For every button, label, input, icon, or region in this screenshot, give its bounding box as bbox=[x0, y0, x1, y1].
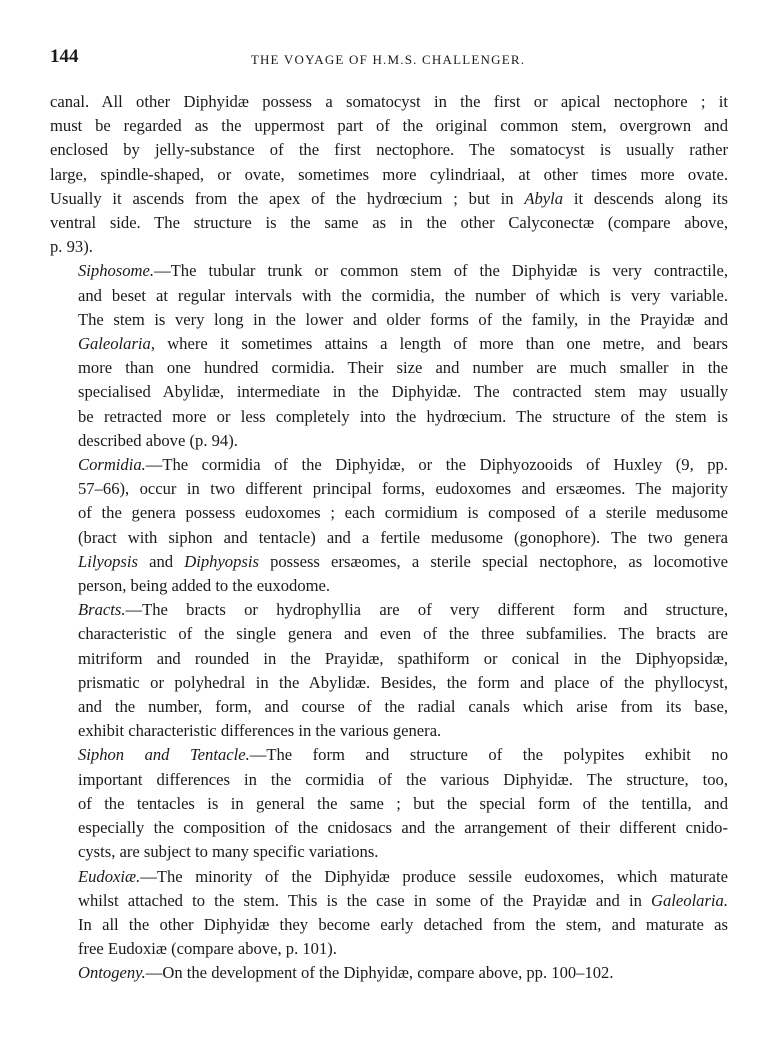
text-line: Eudoxiæ.—The minority of the Diphyidæ produce sessile eudoxomes, which maturate bbox=[78, 866, 728, 886]
text-line: Siphosome.—The tubular trunk or common stem of the Diphyidæ is very contractile, bbox=[78, 261, 728, 281]
page-number: 144 bbox=[50, 46, 79, 67]
paragraph-siphosome bbox=[50, 259, 728, 453]
text-line: Ontogeny.—On the development of the Diphyidæ, compare above, pp. 100–102. bbox=[78, 963, 614, 983]
text-line: The stem is very long in the lower and older forms of the family, in the Prayidæ and bbox=[78, 309, 728, 329]
text-line: and the number, form, and course of the radial canals which arise from its base, bbox=[78, 697, 728, 717]
paragraph-cormidia bbox=[50, 453, 728, 598]
text-line: In all the other Diphyidæ they become early detached from the stem, and maturate as bbox=[78, 914, 728, 934]
text-line: of the genera possess eudoxomes ; each cormidium is composed of a sterile medusome bbox=[78, 503, 728, 523]
text-line: Galeolaria, where it sometimes attains a length of more than one metre, and bears bbox=[78, 334, 728, 354]
paragraph-siphon-and-tentacle bbox=[50, 743, 728, 864]
text-line: cysts, are subject to many specific variations. bbox=[78, 842, 379, 862]
text-line: Lilyopsis and Diphyopsis possess ersæomes, a sterile special nectophore, as locomotive bbox=[78, 551, 728, 571]
text-line: and beset at regular intervals with the cormidia, the number of which is very variable. bbox=[78, 285, 728, 305]
text-line: (bract with siphon and tentacle) and a fertile medusome (gonophore). The two genera bbox=[78, 527, 728, 547]
text-line: Cormidia.—The cormidia of the Diphyidæ, or the Diphyozooids of Huxley (9, pp. bbox=[78, 455, 728, 475]
text-line: of the tentacles is in general the same ; but the special form of the tentilla, and bbox=[78, 793, 728, 813]
text-line: whilst attached to the stem. This is the case in some of the Prayidæ and in Galeolaria. bbox=[78, 890, 728, 910]
paragraph-bracts bbox=[50, 598, 728, 743]
paragraph-eudoxiae bbox=[50, 865, 728, 962]
text-line: mitriform and rounded in the Prayidæ, spathiform or conical in the Diphyopsidæ, bbox=[78, 648, 728, 668]
text-line: described above (p. 94). bbox=[78, 430, 238, 450]
text-line: 57–66), occur in two different principal forms, eudoxomes and ersæomes. The majority bbox=[78, 479, 728, 499]
text-line: Siphon and Tentacle.—The form and structure of the polypites exhibit no bbox=[78, 745, 729, 765]
text-line: large, spindle-shaped, or ovate, sometimes more cylindriaal, at other times more ovate. bbox=[50, 164, 728, 184]
text-line: more than one hundred cormidia. Their size and number are much smaller in the bbox=[78, 358, 728, 378]
text-line: person, being added to the euxodome. bbox=[78, 576, 331, 596]
page-header bbox=[50, 46, 726, 70]
text-line: p. 93). bbox=[50, 237, 93, 257]
running-title: THE VOYAGE OF H.M.S. CHALLENGER. bbox=[250, 52, 526, 67]
text-line: must be regarded as the uppermost part of the original common stem, overgrown and bbox=[50, 116, 728, 136]
text-line: especially the composition of the cnidosacs and the arrangement of their different cnido- bbox=[78, 818, 728, 838]
text-line: enclosed by jelly-substance of the first nectophore. The somatocyst is usually rather bbox=[50, 140, 728, 160]
paragraph-somatocyst bbox=[50, 90, 728, 259]
text-line: Bracts.—The bracts or hydrophyllia are of very different form and structure, bbox=[78, 600, 728, 620]
text-line: characteristic of the single genera and even of the three subfamilies. The bracts are bbox=[78, 624, 728, 644]
text-line: free Eudoxiæ (compare above, p. 101). bbox=[78, 939, 337, 959]
text-line: canal. All other Diphyidæ possess a somatocyst in the first or apical nectophore ; it bbox=[50, 92, 728, 111]
text-line: ventral side. The structure is the same as in the other Calyconectæ (compare above, bbox=[50, 213, 728, 233]
text-line: Usually it ascends from the apex of the hydrœcium ; but in Abyla it descends along its bbox=[50, 188, 728, 208]
text-line: prismatic or polyhedral in the Abylidæ. Besides, the form and place of the phyllocyst, bbox=[78, 672, 728, 692]
text-line: important differences in the cormidia of the various Diphyidæ. The structure, too, bbox=[78, 769, 728, 789]
text-line: be retracted more or less completely into the hydrœcium. The structure of the stem is bbox=[78, 406, 728, 426]
text-line: specialised Abylidæ, intermediate in the Diphyidæ. The contracted stem may usually bbox=[78, 382, 728, 402]
body-text bbox=[50, 90, 728, 986]
paragraph-ontogeny bbox=[50, 961, 728, 985]
text-line: exhibit characteristic differences in the various genera. bbox=[78, 721, 442, 741]
